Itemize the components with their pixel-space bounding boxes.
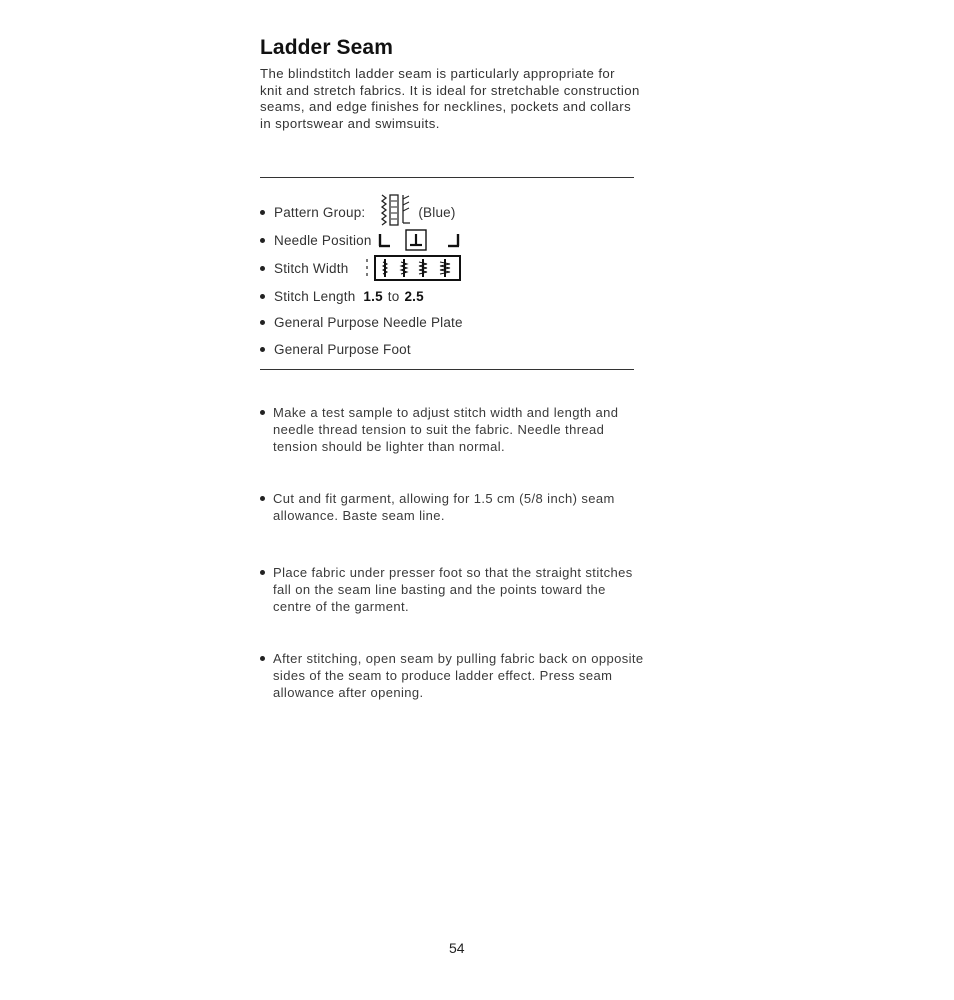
spec-stitch-length xyxy=(260,284,424,308)
stitch-width-label: Stitch Width xyxy=(274,260,349,276)
spec-stitch-width xyxy=(260,256,462,280)
stitch-length-to: to xyxy=(387,288,400,304)
stitch-width-selector-icon xyxy=(364,255,462,281)
step-text: After stitching, open seam by pulling fabric back on opposite sides of the seam to produce ladder effect. Press seam allowance after opening. xyxy=(273,651,644,700)
presser-foot-text: General Purpose Foot xyxy=(274,341,411,357)
spec-pattern-group xyxy=(260,200,456,224)
needle-position-icons xyxy=(377,229,463,251)
stitch-length-label: Stitch Length xyxy=(274,288,356,304)
spec-needle-plate xyxy=(260,310,463,334)
bullet xyxy=(260,294,265,299)
pattern-group-color: (Blue) xyxy=(418,204,456,220)
intro-paragraph: The blindstitch ladder seam is particularly appropriate for knit and stretch fabrics. It is ideal for stretchable construction seams, and edge finishes for necklines, pockets and collars in sportswear and swimsuits. xyxy=(260,66,640,131)
step-item xyxy=(260,490,645,524)
pattern-group-label: Pattern Group: xyxy=(274,204,366,220)
stitch-length-min: 1.5 xyxy=(363,288,383,304)
spec-needle-position xyxy=(260,228,463,252)
bullet xyxy=(260,347,265,352)
needle-position-label: Needle Position xyxy=(274,232,372,248)
bullet xyxy=(260,496,265,501)
step-text: Make a test sample to adjust stitch width and length and needle thread tension to suit the fabric. Needle thread tension should be lighter than normal. xyxy=(273,405,619,454)
stitch-length-max: 2.5 xyxy=(404,288,424,304)
bullet xyxy=(260,410,265,415)
needle-plate-text: General Purpose Needle Plate xyxy=(274,314,463,330)
bullet xyxy=(260,570,265,575)
page-title: Ladder Seam xyxy=(260,36,393,59)
bullet xyxy=(260,656,265,661)
bullet xyxy=(260,320,265,325)
bottom-divider xyxy=(260,369,634,370)
bullet xyxy=(260,266,265,271)
top-divider xyxy=(260,177,634,178)
step-text: Cut and fit garment, allowing for 1.5 cm (5/8 inch) seam allowance. Baste seam line. xyxy=(273,491,615,523)
bullet xyxy=(260,210,265,215)
page-number: 54 xyxy=(449,940,465,956)
step-text: Place fabric under presser foot so that the straight stitches fall on the seam line basting and the points toward the centre of the garment. xyxy=(273,565,633,614)
pattern-group-icon xyxy=(379,193,413,227)
spec-presser-foot xyxy=(260,337,411,361)
bullet xyxy=(260,238,265,243)
step-item xyxy=(260,650,645,701)
step-item xyxy=(260,564,645,615)
step-item xyxy=(260,404,645,455)
